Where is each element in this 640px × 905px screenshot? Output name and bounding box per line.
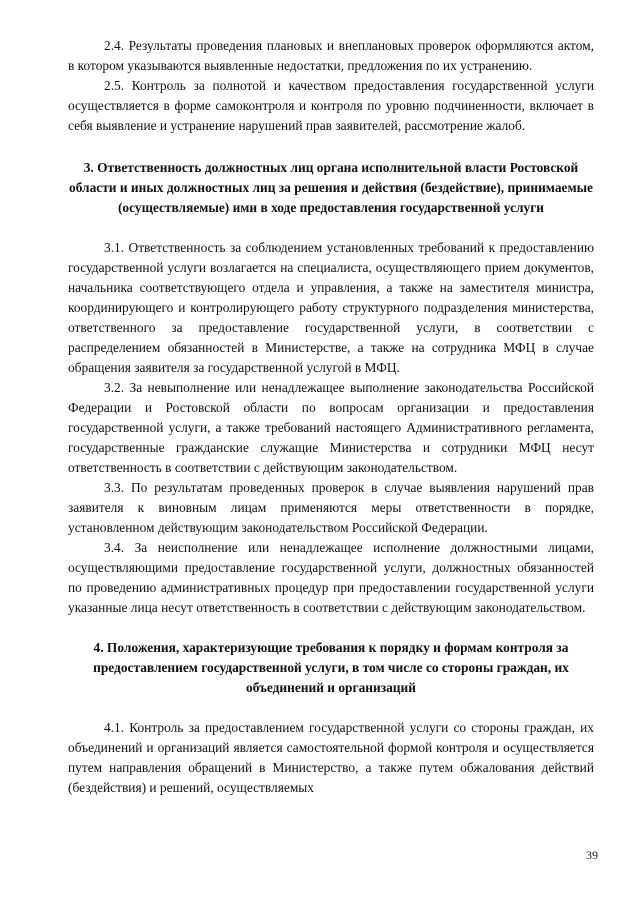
document-page — [68, 36, 594, 798]
paragraph-2-5: 2.5. Контроль за полнотой и качеством предоставления государственной услуги осуществляется в форме самоконтроля и контроля по уровню подчиненности, включает в себя выявление и устранение нарушений прав заявителей, рассмотрение жалоб. — [68, 78, 594, 133]
paragraph-3-2: 3.2. За невыполнение или ненадлежащее выполнение законодательства Российской Федерации и Ростовской области по вопросам организации и предоставления государственной услуги, а также требований настоящего Административного регламента, государственные гражданские служащие Министерства и сотрудники МФЦ несут ответственность в соответствии с действующим законодательством. — [68, 380, 594, 475]
paragraph-4-1: 4.1. Контроль за предоставлением государственной услуги со стороны граждан, их объединений и организаций является самостоятельной формой контроля и осуществляется путем направления обращений в Министерство, а также путем обжалования действий (бездействия) и решений, осуществляемых — [68, 720, 594, 795]
section-3-heading: 3. Ответственность должностных лиц органа исполнительной власти Ростовской области и иных должностных лиц за решения и действия (бездействие), принимаемые (осуществляемые) ими в ходе предоставления государственной услуги — [69, 160, 593, 215]
section-4-heading: 4. Положения, характеризующие требования к порядку и формам контроля за предоставлением государственной услуги, в том числе со стороны граждан, их объединений и организаций — [93, 640, 569, 695]
page-number: 39 — [586, 848, 598, 862]
paragraph-3-3: 3.3. По результатам проведенных проверок в случае выявления нарушений прав заявителя к виновным лицам применяются меры ответственности в порядке, установленном действующим законодательством Российской Федерации. — [68, 480, 594, 535]
paragraph-3-4: 3.4. За неисполнение или ненадлежащее исполнение должностными лицами, осуществляющими предоставление государственной услуги, должностных обязанностей по проведению административных процедур при предоставлении государственной услуги указанные лица несут ответственность в соответствии с действующим законодательством. — [68, 540, 594, 615]
paragraph-3-1: 3.1. Ответственность за соблюдением установленных требований к предоставлению государственной услуги возлагается на специалиста, осуществляющего прием документов, начальника соответствующего отдела и управления, а также на заместителя министра, координирующего и контролирующего работу структурного подразделения министерства, ответственного за предоставление государственной услуги, в соответствии с распределением обязанностей в Министерстве, а также на сотрудника МФЦ в случае обращения заявителя за государственной услугой в МФЦ. — [68, 240, 594, 375]
paragraph-2-4: 2.4. Результаты проведения плановых и внеплановых проверок оформляются актом, в котором указываются выявленные недостатки, предложения по их устранению. — [68, 38, 594, 73]
